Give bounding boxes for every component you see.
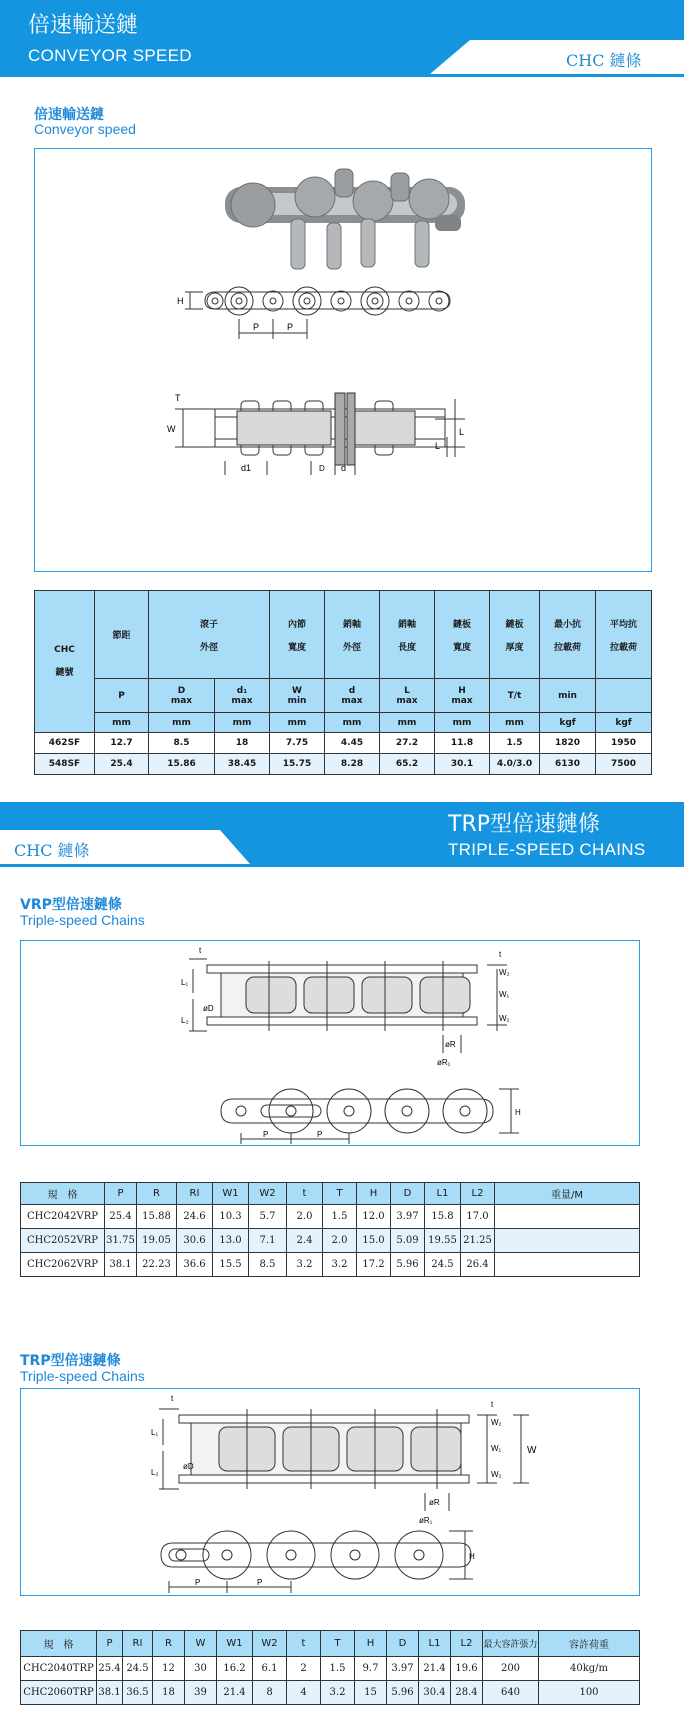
label-w2b: W₂ — [499, 1014, 510, 1023]
label-l1: L — [435, 441, 441, 451]
header2-title-cn: TRP型倍速鏈條 — [448, 812, 600, 837]
trp-chain-diagram — [21, 1389, 638, 1594]
table-row: CHC2052VRP 31.75 19.05 30.6 13.0 7.1 2.4 2.0 15.0 5.09 19.55 21.25 — [21, 1229, 640, 1253]
label-r1: øR₁ — [437, 1058, 451, 1067]
label-p1: P — [263, 1130, 269, 1139]
label-h: H — [515, 1108, 521, 1117]
label-l2: L₂ — [151, 1468, 159, 1477]
label-w1: W₁ — [491, 1444, 502, 1453]
chain-side-view — [185, 287, 450, 339]
label-d-cap: D — [319, 464, 325, 473]
label-w: W — [527, 1445, 537, 1456]
label-w2b: W₂ — [491, 1470, 502, 1479]
label-t2: t — [499, 950, 502, 959]
label-p1: P — [195, 1578, 201, 1587]
section-title-en: Conveyor speed — [34, 121, 136, 137]
spec-table-conveyor: CHC 鏈號 節距 滾子 外徑 內節 寬度 銷軸 外徑 銷軸 長度 鏈板 寬度 鏈板 厚度 最小抗 拉載荷 平均抗 拉載荷 P D max d₁ max W min d max L max H max T/t min mm mm mm mm mm mm mm mm kgf kgf 462SF 12.7 8.5 18 7.75 4.45 27.2 11.8 1.5 1820 1950 548SF 25.4 15.86 38.45 15.75 8.28 65.2 30.1 4.0/3.0 6130 7500 — [34, 590, 652, 775]
label-p2: P — [317, 1130, 323, 1139]
table-row: 548SF 25.4 15.86 38.45 15.75 8.28 65.2 30.1 4.0/3.0 6130 7500 — [35, 754, 652, 775]
vrp-chain-diagram — [21, 941, 638, 1144]
label-w: W — [167, 424, 176, 434]
diagram-frame-2 — [20, 940, 640, 1146]
label-l1: L₁ — [181, 978, 189, 987]
label-d1: d1 — [241, 463, 252, 473]
label-od: øD — [203, 1004, 214, 1013]
label-h: H — [177, 296, 184, 306]
label-h: H — [469, 1552, 475, 1561]
header-brand: CHC 鏈條 — [566, 51, 642, 70]
label-w2a: W₂ — [491, 1418, 502, 1427]
label-p1: P — [253, 322, 260, 332]
section2-title-cn: VRP型倍速鏈條 — [20, 897, 122, 913]
header2-title-en: TRIPLE-SPEED CHAINS — [448, 840, 646, 859]
label-p2: P — [257, 1578, 263, 1587]
table-row: 462SF 12.7 8.5 18 7.75 4.45 27.2 11.8 1.5 1820 1950 — [35, 733, 652, 754]
label-l2: L — [459, 427, 465, 437]
label-w1: W₁ — [499, 990, 510, 999]
label-l2: L₂ — [181, 1016, 189, 1025]
diagram-frame-3 — [20, 1388, 640, 1596]
label-w2a: W₂ — [499, 968, 510, 977]
section-title-cn: 倍速輸送鏈 — [34, 107, 104, 123]
label-p2: P — [287, 322, 294, 332]
label-r1: øR₁ — [419, 1516, 433, 1525]
section3-title-cn: TRP型倍速鏈條 — [20, 1353, 121, 1369]
label-t: t — [199, 946, 202, 955]
chain-diagram — [35, 149, 650, 569]
chain-top-view — [175, 393, 465, 475]
label-r: øR — [445, 1040, 456, 1049]
section2-title-en: Triple-speed Chains — [20, 912, 145, 928]
label-t: t — [171, 1394, 174, 1403]
header2-brand: CHC 鏈條 — [14, 841, 90, 860]
chain-3d-image — [225, 169, 465, 269]
table-row: CHC2040TRP 25.4 24.5 12 30 16.2 6.1 2 1.5 9.7 3.97 21.4 19.6 200 40kg/m — [21, 1657, 640, 1681]
label-od: øD — [183, 1462, 194, 1471]
spec-table-vrp: 規 格 P R RI W1 W2 t T H D L1 L2 重量/M CHC2042VRP 25.4 15.88 24.6 10.3 5.7 2.0 1.5 12.0 3.97 15.8 17.0 CHC2052VRP 31.75 19.05 30.6 13.0 7.1 2.4 2.0 15.0 5.09 19.55 21.25 CHC2062VRP 38.1 22.23 36.6 15.5 8.5 3.2 3.2 17.2 5.96 24.5 26.4 — [20, 1182, 640, 1277]
diagram-frame — [34, 148, 652, 572]
section3-title-en: Triple-speed Chains — [20, 1368, 145, 1384]
label-l1: L₁ — [151, 1428, 159, 1437]
header-title-cn: 倍速輸送鏈 — [28, 13, 139, 38]
label-r: øR — [429, 1498, 440, 1507]
label-t: T — [175, 393, 181, 403]
table-row: CHC2060TRP 38.1 36.5 18 39 21.4 8 4 3.2 15 5.96 30.4 28.4 640 100 — [21, 1681, 640, 1705]
label-t2: t — [491, 1400, 494, 1409]
table-row: CHC2062VRP 38.1 22.23 36.6 15.5 8.5 3.2 3.2 17.2 5.96 24.5 26.4 — [21, 1253, 640, 1277]
table-row: CHC2042VRP 25.4 15.88 24.6 10.3 5.7 2.0 1.5 12.0 3.97 15.8 17.0 — [21, 1205, 640, 1229]
header-banner — [0, 0, 684, 80]
label-d: d — [341, 463, 347, 473]
header-banner-2 — [0, 802, 684, 864]
header-title-en: CONVEYOR SPEED — [28, 46, 192, 65]
spec-table-trp: 規 格 P RI R W W1 W2 t T H D L1 L2 最大容許張力 容許荷重 CHC2040TRP 25.4 24.5 12 30 16.2 6.1 2 1.5 9.7 3.97 21.4 19.6 200 40kg/m CHC2060TRP 38.1 36.5 18 39 21.4 8 4 3.2 15 5.96 30.4 28.4 640 100 — [20, 1630, 640, 1705]
